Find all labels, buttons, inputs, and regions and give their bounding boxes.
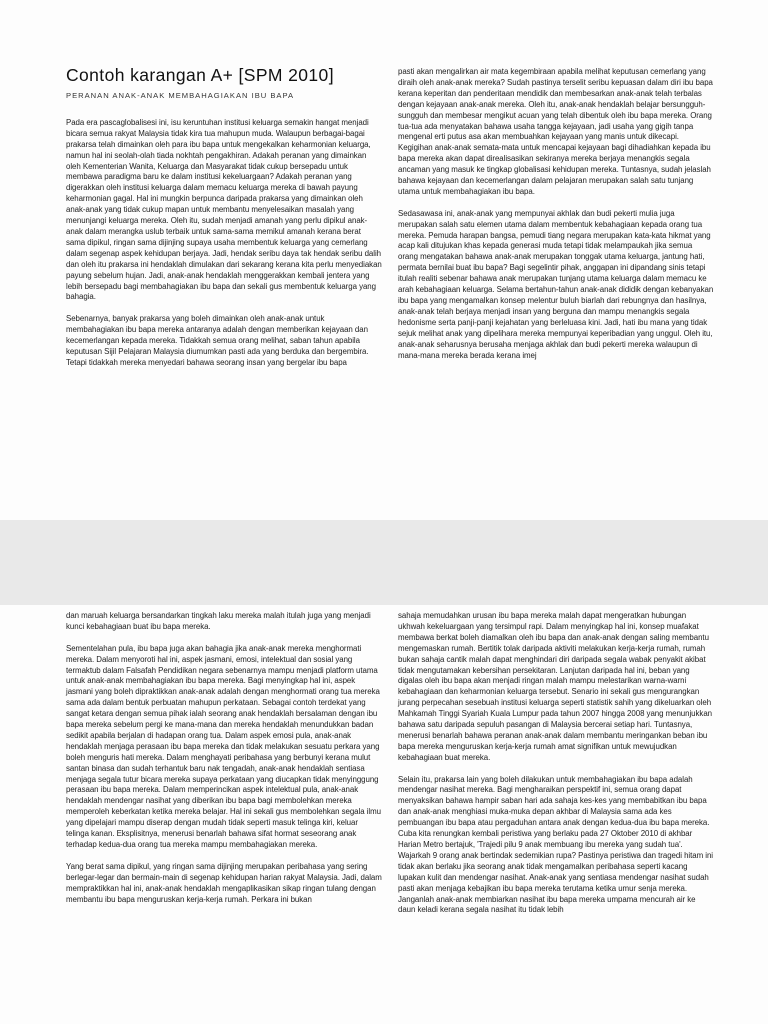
page1-right-column — [398, 67, 714, 372]
paragraph: Sedasawasa ini, anak-anak yang mempunyai akhlak dan budi pekerti mulia juga merupakan salah satu elemen utama dalam membentuk kebahagiaan kepada orang tua mereka. Pemuda harapan bangsa, pemudi tiang negara merupakan kata-kata hikmat yang acap kali ditujukan khas kepada generasi muda tetapi tidak melampaukah jika semua orang mengatakan bahawa anak-anak merupakan tonggak utama keluarga, jantung hati, permata bernilai buat ibu bapa? Bagi segelintir pihak, anggapan ini dipandang sinis tetapi itulah realiti sebenar bahawa anak merupakan tunjang utama keluarga dalam memacu ke arah kebahagiaan keluarga. Selama bertahun-tahun anak-anak dididik dengan kebanyakan ibu bapa yang mengamalkan konsep melentur buluh biarlah dari rebungnya dan hasilnya, anak-anak telah berjaya menjadi insan yang berguna dan mampu menangkis segala hedonisme serta panji-panji kejahatan yang berleluasa kini. Jadi, hati ibu mana yang tidak sejuk melihat anak yang dipelihara mereka mempunyai keperibadian yang unggul. Oleh itu, anak-anak seharusnya berusaha menjaga akhlak dan budi pekerti mereka walaupun di mana-mana mereka berada kerana imej — [398, 208, 714, 360]
paragraph: Selain itu, prakarsa lain yang boleh dilakukan untuk membahagiakan ibu bapa adalah mendengar nasihat mereka. Bagi mengharaikan perspektif ini, semua orang dapat menyaksikan bahawa hampir saban hari ada sahaja kes-kes yang membabitkan ibu bapa dan anak-anak menghiasi muka-muka depan akhbar di Malaysia sama ada kes pembuangan ibu bapa atau pergaduhan antara anak dengan kedua-dua ibu bapa mereka. Cuba kita renungkan kembali peristiwa yang berlaku pada 27 Oktober 2010 di akhbar Harian Metro bertajuk, 'Trajedi pilu 9 anak membuang ibu mereka yang sudah tua'. Wajarkah 9 orang anak bertindak sedemikian rupa? Pastinya peristiwa dan tragedi hitam ini tidak akan berlaku jika seorang anak tidak mengamalkan peribahasa seperti kacang lupakan kulit dan mendengar nasihat. Anak-anak yang sentiasa mendengar nasihat sudah pasti akan menjaga kebajikan ibu bapa mereka terutama ketika umur senja mereka. Janganlah anak-anak membiarkan nasihat ibu bapa mereka umpama mencurah air ke daun keladi kerana segala nasihat itu tidak lebih — [398, 774, 714, 915]
document-page-2 — [0, 605, 768, 1024]
paragraph: dan maruah keluarga bersandarkan tingkah laku mereka malah itulah juga yang menjadi kunci kebahagiaan buat ibu bapa mereka. — [66, 611, 371, 631]
document-title: Contoh karangan A+ [SPM 2010] — [66, 65, 334, 85]
paragraph: Yang berat sama dipikul, yang ringan sama dijinjing merupakan peribahasa yang sering berlegar-legar dan bermain-main di segenap kehidupan harian rakyat Malaysia. Jadi, dalam mempraktikkan hal ini, anak-anak hendaklah mengaplikasikan sikap ringan tulang dengan membantu ibu bapa menguruskan kerja-kerja rumah. Perkara ini bukan — [66, 861, 382, 904]
paragraph: Sebenarnya, banyak prakarsa yang boleh dimainkan oleh anak-anak untuk membahagiakan ibu bapa mereka antaranya adalah dengan memberikan kejayaan dan kecemerlangan kepada mereka. Tidakkah semua orang melihat, saban tahun apabila keputusan Sijil Pelajaran Malaysia diumumkan pasti ada yang berduka dan bergembira. Tetapi tidakkah mereka menyedari bahawa seorang insan yang bergelar ibu bapa — [66, 314, 369, 367]
paragraph: Sementelahan pula, ibu bapa juga akan bahagia jika anak-anak mereka menghormati mereka. Dalam menyoroti hal ini, aspek jasmani, emosi, intelektual dan sosial yang termaktub dalam Falsafah Pendidikan negara sebenarnya mampu menjadi platform utama untuk anak-anak membahagiakan ibu bapa mereka. Bagi menyingkap hal ini, aspek jasmani yang boleh dipraktikkan anak-anak adalah dengan menghormati orang tua mereka sama ada dalam bentuk perbuatan mahupun perkataan. Sebagai contoh terdekat yang sangat ketara dengan semua pihak ialah seorang anak hendaklah bersalaman dengan ibu bapa mereka sebelum pergi ke mana-mana dan mereka hendaklah menundukkan badan sedikit apabila berjalan di hadapan orang tua. Dalam aspek emosi pula, anak-anak hendaklah menjaga perasaan ibu bapa mereka dan tidak melakukan sesuatu perkara yang boleh menguris hati mereka. Dalam menghayati peribahasa yang berbunyi kerana mulut santan binasa dan sudah terhantuk baru nak tengadah, anak-anak hendaklah sentiasa menjaga segala tutur bicara mereka supaya perkataan yang diucapkan tidak menyinggung perasaan ibu bapa mereka. Dalam memperincikan aspek intelektual pula, anak-anak hendaklah mendengar nasihat yang diberikan ibu bapa bagi membolehkan mereka memperoleh keberkatan ketika mereka belajar. Hal ini sekali gus membolehkan segala ilmu yang dipelajari mampu diserap dengan mudah tidak seperti masuk telinga kiri, keluar telinga kanan. Eksplisitnya, menerusi benarlah bahawa sifat hormat seseorang anak terhadap kedua-dua orang tua mereka mampu membahagiakan mereka. — [66, 643, 381, 850]
page1-left-column — [66, 65, 382, 380]
paragraph: sahaja memudahkan urusan ibu bapa mereka malah dapat mengeratkan hubungan ukhwah kekeluargaan yang tersimpul rapi. Dalam menyingkap hal ini, konsep muafakat membawa berkat boleh diamalkan oleh ibu bapa dan anak-anak dengan saling membantu mengemaskan rumah. Bertitik tolak daripada aktiviti melakukan kerja-kerja rumah, rumah bukan sahaja cantik malah dapat menghindari diri daripada segala wabak penyakit akibat tidak mengutamakan kebersihan persekitaran. Lanjutan daripada hal ini, beban yang digalas oleh ibu bapa akan menjadi ringan malah mampu melestarikan warna-warni kebahagiaan dan keharmonian keluarga tersebut. Senario ini sekali gus mengurangkan jurang perpecahan sesebuah institusi keluarga seperti statistik sahih yang dikeluarkan oleh Mahkamah Tinggi Syariah Kuala Lumpur pada tahun 2007 hingga 2008 yang menunjukkan bahawa satu daripada sepuluh pasangan di Malaysia bercerai setiap hari. Tuntasnya, menerusi benarlah bahawa peranan anak-anak dalam membantu meringankan beban ibu bapa mereka menguruskan kerja-kerja rumah amat signifikan untuk mewujudkan kebahagiaan buat mereka. — [398, 611, 712, 762]
paragraph: Pada era pascaglobalisesi ini, isu keruntuhan institusi keluarga semakin hangat menjadi bicara semua rakyat Malaysia tidak kira tua mahupun muda. Walaupun berbagai-bagai prakarsa telah dimainkan oleh para ibu bapa untuk mengekalkan keharmonian keluarga, namun hal ini seolah-olah tiada nokhtah pengakhiran. Adakah peranan yang dimainkan oleh Kementerian Wanita, Keluarga dan Masyarakat tidak cukup bersepadu untuk membawa paradigma baru ke dalam institusi kekeluargaan? Adakah peranan yang digerakkan oleh institusi keluarga dalam memacu keluarga mereka di bawah payung keharmonian gagal. Hal ini mungkin berpunca daripada prakarsa yang dimainkan oleh anak-anak yang tidak cukup mapan untuk membantu menyelesaikan masalah yang menunjangi keluarga mereka. Oleh itu, sudah menjadi amanah yang perlu dipikul anak-anak dalam merangka uslub terbaik untuk sama-sama memikul amanah kerana berat sama dipikul, ringan sama dijinjing supaya usaha membentuk keluarga yang cemerlang dalam segenap aspek kehidupan berjaya. Jadi, hendak seribu daya tak hendak seribu dalih dan oleh itu prakarsa ini hendaklah dimulakan dari sekarang kerana kita perlu menyediakan payung sebelum hujan. Jadi, anak-anak hendaklah menggerakkan kembali jentera yang lebih bersepadu bagi membahagiakan ibu bapa dan sekali gus membentuk keluarga yang bahagia. — [66, 117, 382, 302]
paragraph: pasti akan mengalirkan air mata kegembiraan apabila melihat keputusan cemerlang yang diraih oleh anak-anak mereka? Sudah pastinya terselit seribu kepuasan dalam diri ibu bapa kerana keperitan dan penderitaan mendidik dan membesarkan anak-anak telah terbalas dengan kejayaan anak-anak mereka. Oleh itu, anak-anak hendaklah belajar bersungguh-sungguh dan membesar mengikut acuan yang telah dibentuk oleh ibu bapa mereka. Orang tua-tua ada menyatakan bahawa usaha tangga kejayaan, jadi usaha yang gigih tanpa mengenal erti putus asa akan membuahkan kejayaan yang manis untuk dikecapi. Kegigihan anak-anak semata-mata untuk mencapai kejayaan bagi dihadiahkan kepada ibu bapa mereka akan dapat direalisasikan sekiranya mereka berjaya menangkis segala ancaman yang masuk ke tingkap globalisasi kehidupan mereka. Tuntasnya, sudah jelaslah bahawa kejayaan dan kecemerlangan dalam pelajaran merupakan salah satu tunjang utama untuk membahagiakan ibu bapa. — [398, 67, 713, 196]
page2-right-column — [398, 611, 714, 927]
document-subtitle: PERANAN ANAK-ANAK MEMBAHAGIAKAN IBU BAPA — [66, 91, 295, 100]
page2-left-column — [66, 611, 382, 916]
